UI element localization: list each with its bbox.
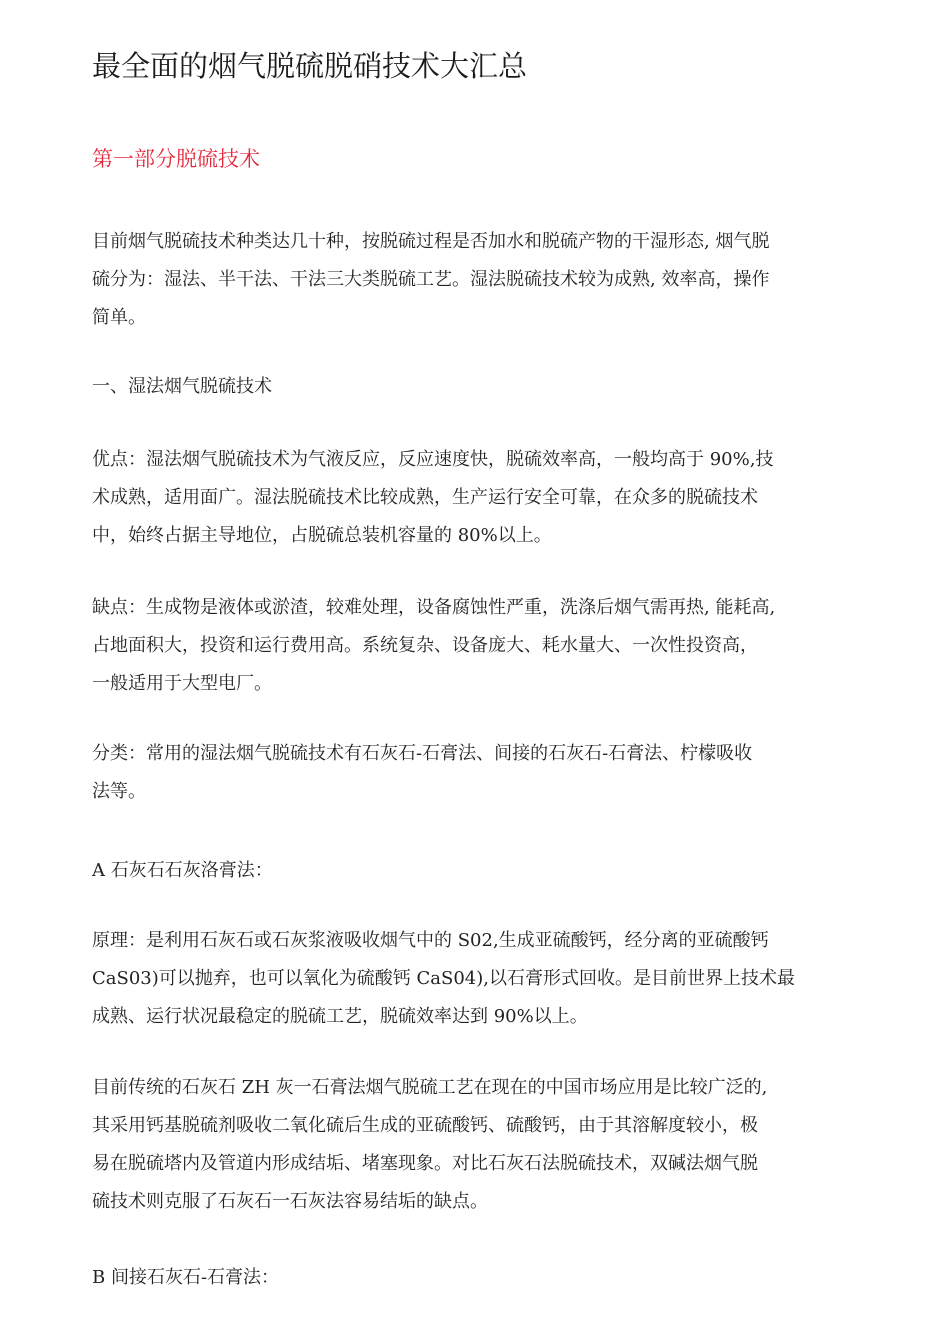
paragraph-line: 简单。	[92, 307, 146, 328]
paragraph-line: CaS03)可以抛弃，也可以氧化为硫酸钙 CaS04),以石膏形式回收。是目前世界上技术最	[92, 968, 795, 989]
paragraph-line: 缺点：生成物是液体或淤渣，较难处理，设备腐蚀性严重，洗涤后烟气需再热, 能耗高,	[92, 597, 776, 618]
paragraph-principle	[92, 922, 867, 1036]
paragraph-line: 法等。	[92, 781, 146, 802]
subheading-indirect-limestone-gypsum	[92, 1259, 867, 1297]
paragraph-line: A 石灰石石灰洛膏法：	[92, 860, 273, 881]
document-title: 最全面的烟气脱硫脱硝技术大汇总	[92, 49, 528, 83]
paragraph-line: 目前烟气脱硫技术种类达几十种，按脱硫过程是否加水和脱硫产物的干湿形态, 烟气脱	[92, 231, 770, 252]
subheading-wet-desulfurization	[92, 368, 867, 406]
paragraph-line: 分类：常用的湿法烟气脱硫技术有石灰石-石膏法、间接的石灰石-石膏法、柠檬吸收	[92, 743, 753, 764]
subheading-limestone-gypsum	[92, 852, 867, 890]
paragraph-line: 目前传统的石灰石 ZH 灰一石膏法烟气脱硫工艺在现在的中国市场应用是比较广泛的,	[92, 1077, 768, 1098]
paragraph-advantages	[92, 441, 867, 555]
section-title: 第一部分脱硫技术	[92, 147, 260, 171]
paragraph-line: 一、湿法烟气脱硫技术	[92, 376, 272, 397]
paragraph-line: 成熟、运行状况最稳定的脱硫工艺，脱硫效率达到 90%以上。	[92, 1006, 588, 1027]
paragraph-line: 硫技术则克服了石灰石一石灰法容易结垢的缺点。	[92, 1191, 488, 1212]
paragraph-intro	[92, 223, 867, 337]
paragraph-line: 一般适用于大型电厂。	[92, 673, 272, 694]
paragraph-line: 中，始终占据主导地位，占脱硫总装机容量的 80%以上。	[92, 525, 552, 546]
paragraph-line: 术成熟，适用面广。湿法脱硫技术比较成熟，生产运行安全可靠，在众多的脱硫技术	[92, 487, 758, 508]
paragraph-line: 原理：是利用石灰石或石灰浆液吸收烟气中的 S02,生成亚硫酸钙，经分离的亚硫酸钙	[92, 930, 769, 951]
paragraph-line: 硫分为：湿法、半干法、干法三大类脱硫工艺。湿法脱硫技术较为成熟, 效率高，操作	[92, 269, 770, 290]
paragraph-classification	[92, 735, 867, 811]
paragraph-line: B 间接石灰石-石膏法：	[92, 1267, 280, 1288]
paragraph-disadvantages	[92, 589, 867, 703]
paragraph-line: 其采用钙基脱硫剂吸收二氧化硫后生成的亚硫酸钙、硫酸钙，由于其溶解度较小，极	[92, 1115, 758, 1136]
paragraph-line: 优点：湿法烟气脱硫技术为气液反应，反应速度快，脱硫效率高，一般均高于 90%,技	[92, 449, 774, 470]
paragraph-line: 占地面积大，投资和运行费用高。系统复杂、设备庞大、耗水量大、一次性投资高，	[92, 635, 758, 656]
paragraph-line: 易在脱硫塔内及管道内形成结垢、堵塞现象。对比石灰石法脱硫技术，双碱法烟气脱	[92, 1153, 758, 1174]
paragraph-traditional-process	[92, 1069, 867, 1221]
